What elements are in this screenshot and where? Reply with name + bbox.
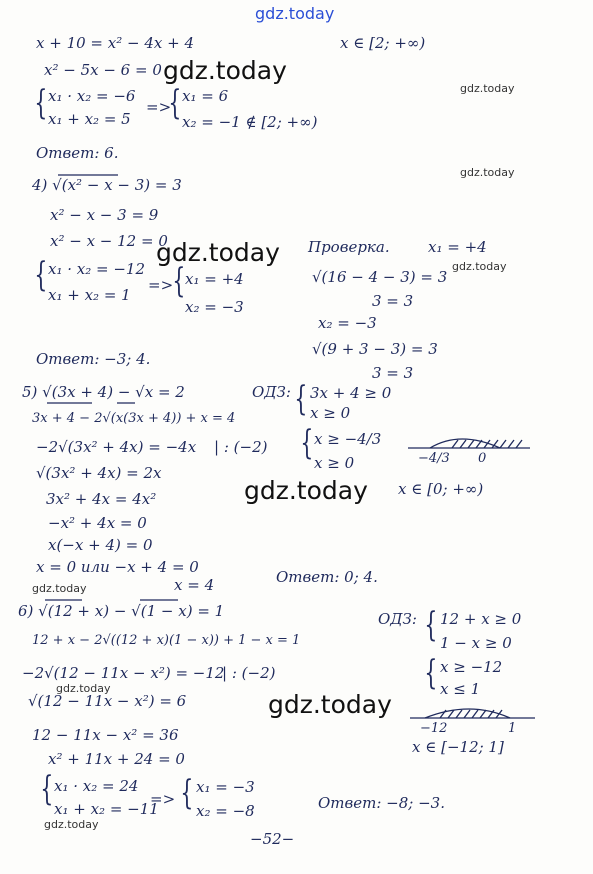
system-brace: { bbox=[294, 379, 308, 419]
odz-label: ОДЗ: bbox=[252, 383, 291, 401]
task-4-equation: 4) √(x² − x − 3) = 3 bbox=[32, 176, 182, 194]
vieta-product: x₁ · x₂ = 24 bbox=[54, 777, 139, 795]
answer: Ответ: −8; −3. bbox=[318, 794, 445, 812]
eq-line: x² − 5x − 6 = 0 bbox=[44, 61, 162, 79]
odz-condition: x ≥ 0 bbox=[310, 404, 351, 422]
number-line-2-label: 1 bbox=[508, 721, 517, 736]
eq-line: x = 0 или −x + 4 = 0 bbox=[36, 558, 199, 576]
number-line-2-label: −12 bbox=[420, 721, 448, 736]
odz-solution: x ≥ −4/3 bbox=[314, 430, 382, 448]
number-line-1-label: −4/3 bbox=[418, 451, 450, 466]
odz-label: ОДЗ: bbox=[378, 610, 417, 628]
system-brace: { bbox=[424, 653, 438, 693]
check-result: 3 = 3 bbox=[372, 364, 414, 382]
eq-line: x² − x − 12 = 0 bbox=[50, 232, 168, 250]
task-6-equation: 6) √(12 + x) − √(1 − x) = 1 bbox=[18, 602, 225, 620]
system-brace: { bbox=[168, 83, 182, 123]
eq-line: √(12 − 11x − x²) = 6 bbox=[28, 692, 187, 710]
answer: Ответ: −3; 4. bbox=[36, 350, 151, 368]
watermark-small: gdz.today bbox=[44, 818, 99, 831]
vieta-sum: x₁ + x₂ = 5 bbox=[48, 110, 131, 128]
check-substitution: √(16 − 4 − 3) = 3 bbox=[312, 268, 448, 286]
watermark-top: gdz.today bbox=[255, 4, 335, 23]
odz-condition: 12 + x ≥ 0 bbox=[440, 610, 522, 628]
watermark: gdz.today bbox=[244, 476, 368, 505]
system-brace: { bbox=[40, 769, 54, 809]
watermark: gdz.today bbox=[163, 56, 287, 85]
solution-interval: x ∈ [0; +∞) bbox=[398, 480, 484, 498]
domain-note: x ∈ [2; +∞) bbox=[340, 34, 426, 52]
system-brace: { bbox=[300, 423, 314, 463]
system-brace: { bbox=[34, 255, 48, 295]
odz-solution: x ≥ −12 bbox=[440, 658, 503, 676]
watermark-small: gdz.today bbox=[460, 82, 515, 95]
number-line-1-hatch bbox=[452, 440, 522, 448]
root-2: x₂ = −3 bbox=[185, 298, 244, 316]
root-1: x₁ = −3 bbox=[196, 778, 255, 796]
eq-line: 3x² + 4x = 4x² bbox=[46, 490, 157, 508]
odz-solution: x ≤ 1 bbox=[440, 680, 481, 698]
number-line-1-label: 0 bbox=[478, 451, 487, 466]
check-heading: Проверка. bbox=[308, 238, 390, 256]
answer: Ответ: 0; 4. bbox=[276, 568, 378, 586]
eq-line: 12 + x − 2√((12 + x)(1 − x)) + 1 − x = 1 bbox=[32, 633, 301, 648]
divide-note: | : (−2) bbox=[222, 664, 276, 682]
eq-line: x = 4 bbox=[174, 576, 215, 594]
eq-line: −2√(12 − 11x − x²) = −12 bbox=[22, 664, 225, 682]
solution-interval: x ∈ [−12; 1] bbox=[412, 738, 504, 756]
system-brace: { bbox=[424, 605, 438, 645]
watermark: gdz.today bbox=[156, 238, 280, 267]
root-1: x₁ = +4 bbox=[185, 270, 244, 288]
eq-line: x² − x − 3 = 9 bbox=[50, 206, 159, 224]
task-5-equation: 5) √(3x + 4) − √x = 2 bbox=[22, 383, 185, 401]
watermark-small: gdz.today bbox=[32, 582, 87, 595]
page-number: −52− bbox=[250, 830, 295, 848]
vieta-sum: x₁ + x₂ = −11 bbox=[54, 800, 159, 818]
check-result: 3 = 3 bbox=[372, 292, 414, 310]
system-brace: { bbox=[34, 83, 48, 123]
eq-line: 3x + 4 − 2√(x(3x + 4)) + x = 4 bbox=[32, 411, 236, 426]
eq-line: −2√(3x² + 4x) = −4x bbox=[36, 438, 197, 456]
check-substitution: √(9 + 3 − 3) = 3 bbox=[312, 340, 438, 358]
implies-arrow: => bbox=[146, 98, 172, 116]
vieta-product: x₁ · x₂ = −12 bbox=[48, 260, 146, 278]
answer: Ответ: 6. bbox=[36, 144, 119, 162]
eq-line: x + 10 = x² − 4x + 4 bbox=[36, 34, 194, 52]
implies-arrow: => bbox=[150, 790, 176, 808]
eq-line: x(−x + 4) = 0 bbox=[48, 536, 153, 554]
watermark: gdz.today bbox=[268, 690, 392, 719]
vieta-product: x₁ · x₂ = −6 bbox=[48, 87, 136, 105]
implies-arrow: => bbox=[148, 276, 174, 294]
eq-line: x² + 11x + 24 = 0 bbox=[48, 750, 185, 768]
root-1: x₁ = 6 bbox=[182, 87, 229, 105]
divide-note: | : (−2) bbox=[214, 438, 268, 456]
system-brace: { bbox=[180, 773, 194, 813]
vieta-sum: x₁ + x₂ = 1 bbox=[48, 286, 131, 304]
root-2: x₂ = −1 ∉ [2; +∞) bbox=[182, 113, 318, 131]
root-2: x₂ = −8 bbox=[196, 802, 255, 820]
watermark-small: gdz.today bbox=[460, 166, 515, 179]
check-root: x₁ = +4 bbox=[428, 238, 487, 256]
eq-line: √(3x² + 4x) = 2x bbox=[36, 464, 162, 482]
check-root: x₂ = −3 bbox=[318, 314, 377, 332]
odz-condition: 1 − x ≥ 0 bbox=[440, 634, 512, 652]
system-brace: { bbox=[172, 261, 186, 301]
odz-solution: x ≥ 0 bbox=[314, 454, 355, 472]
odz-condition: 3x + 4 ≥ 0 bbox=[310, 384, 392, 402]
eq-line: 12 − 11x − x² = 36 bbox=[32, 726, 179, 744]
eq-line: −x² + 4x = 0 bbox=[48, 514, 147, 532]
watermark-small: gdz.today bbox=[56, 682, 111, 695]
watermark-small: gdz.today bbox=[452, 260, 507, 273]
